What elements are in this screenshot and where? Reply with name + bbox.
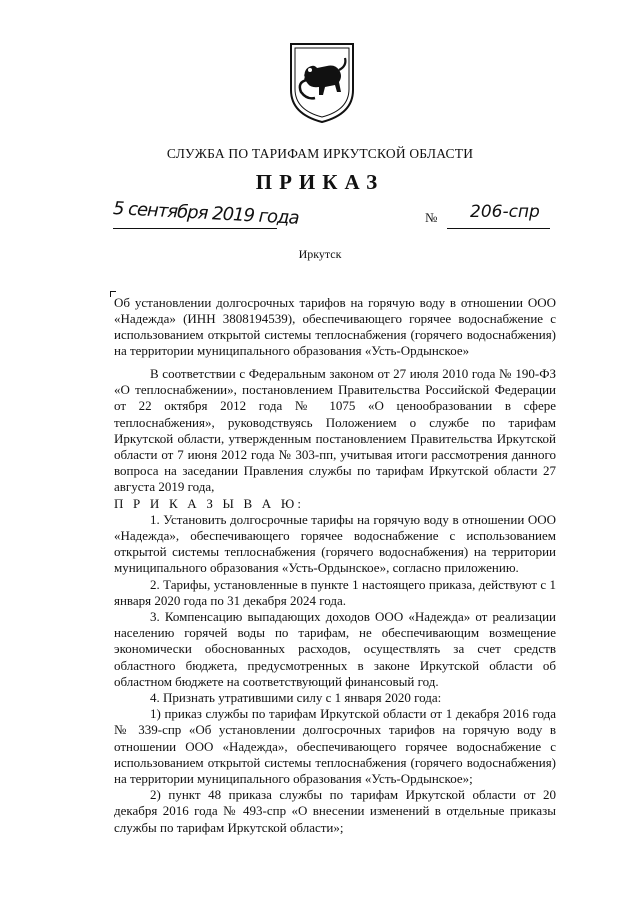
handwritten-order-number: 206-спр [470,202,540,222]
preamble-paragraph: В соответствии с Федеральным законом от 27 июля 2010 года № 190-ФЗ «О теплоснабжении», постановлением Правительства Российской Федерации от 22 октября 2012 года № 1075 «О ценообразовании в сфере теплоснабжения», руководствуясь Положением о службе по тарифам Иркутской области, утвержденным постановлением Правительства Иркутской области от 7 июня 2012 года № 303-пп, учитывая итоги рассмотрения данного вопроса на заседании Правления службы по тарифам Иркутской области 27 августа 2019 года, [114,366,556,495]
order-item-2: 2. Тарифы, установленные в пункте 1 настоящего приказа, действуют с 1 января 2020 года по 31 декабря 2024 года. [114,576,556,608]
order-item-4: 4. Признать утратившими силу с 1 января 2020 года: [150,690,442,706]
number-underline [447,228,550,229]
orders-heading: П Р И К А З Ы В А Ю: [114,495,305,511]
agency-name: СЛУЖБА ПО ТАРИФАМ ИРКУТСКОЙ ОБЛАСТИ [166,146,474,161]
number-label: № [425,210,438,225]
order-subject: Об установлении долгосрочных тарифов на горячую воду в отношении ООО «Надежда» (ИНН 3808194539), обеспечивающего горячее водоснабжение с использованием открытой системы теплоснабжения (горячего водоснабжения) на территории муниципального образования «Усть-Ордынское» [114,295,556,358]
date-underline [113,228,277,229]
order-item-4-2: 2) пункт 48 приказа службы по тарифам Иркутской области от 20 декабря 2016 года № 493-спр «О внесении изменений в отдельные приказы службы по тарифам Иркутской области»; [114,787,556,835]
order-item-3: 3. Компенсацию выпадающих доходов ООО «Надежда» от реализации населению горячей воды по тарифам, не обеспечивающим возмещение экономически обоснованных расходов, осуществлять за счет средств областного бюджета, предусмотренных в законе Иркутской области об областном бюджете на соответствующий финансовый год. [114,609,556,689]
document-type-title: ПРИКАЗ [255,170,385,194]
order-item-4-1: 1) приказ службы по тарифам Иркутской области от 1 декабря 2016 года № 339-спр «Об установлении долгосрочных тарифов на горячую воду в отношении ООО «Надежда», обеспечивающего горячее водоснабжение с использованием открытой системы теплоснабжения (горячего водоснабжения) на территории муниципального образования «Усть-Ордынское»; [114,706,556,787]
order-body [114,366,556,836]
irkutsk-babr-coat-of-arms-icon [287,40,357,124]
handwritten-date: 5 сентября 2019 года [112,198,300,229]
order-item-1: 1. Установить долгосрочные тарифы на горячую воду в отношении ООО «Надежда», обеспечивающего горячее водоснабжение с использованием открытой системы теплоснабжения (горячего водоснабжения) на территории муниципального образования «Усть-Ордынское», согласно приложению. [114,511,556,576]
city-name: Иркутск [298,247,342,261]
